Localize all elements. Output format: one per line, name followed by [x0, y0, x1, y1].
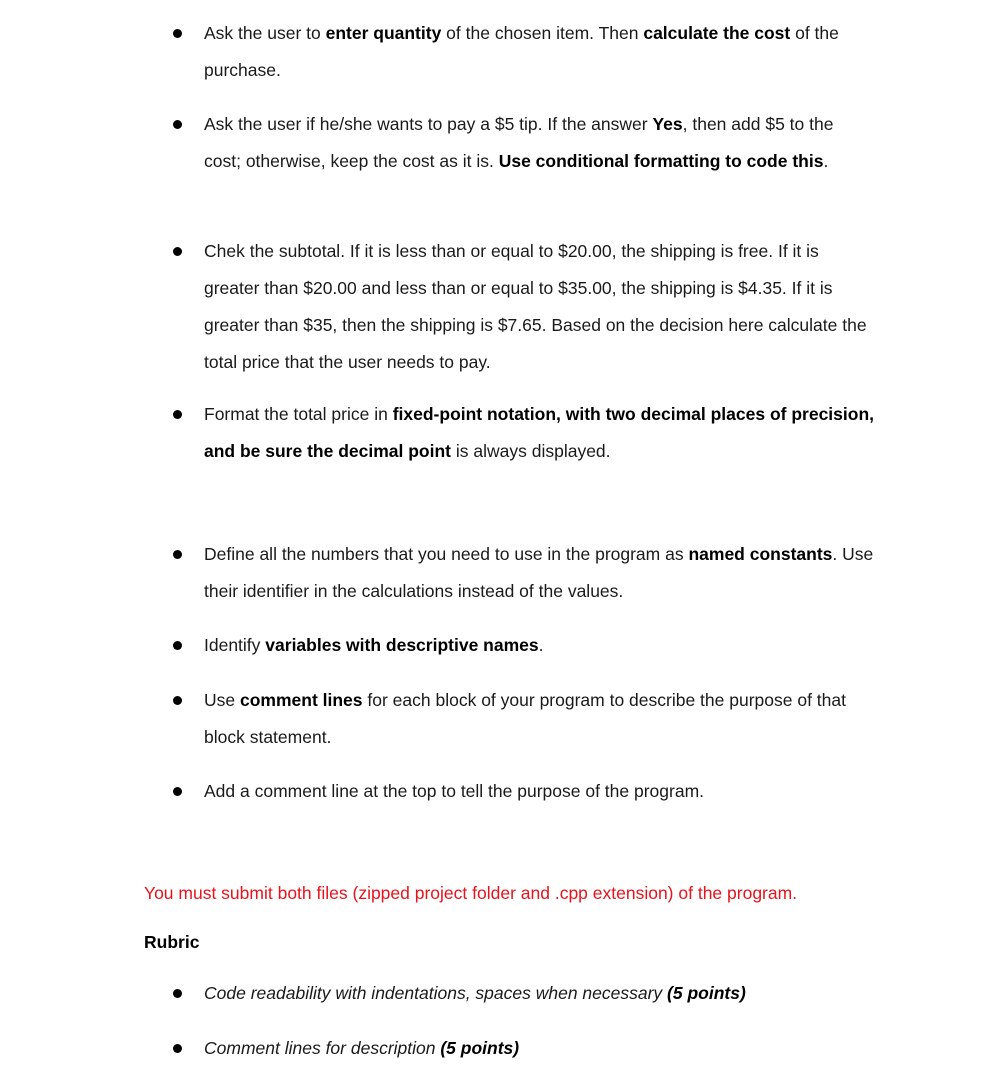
bullet-text — [204, 682, 874, 756]
body-text: for each block of your program to describe the purpose of that block statement. — [204, 690, 846, 747]
body-text: Code readability with indentations, spaces when necessary — [204, 983, 668, 1003]
bullet-icon — [173, 696, 182, 705]
body-text: Identify — [204, 635, 266, 655]
bullet-text — [204, 773, 874, 810]
bullet-text — [204, 233, 874, 381]
body-text: . Use their identifier in the calculations instead of the values. — [204, 544, 874, 601]
emphasis-text: (5 points) — [440, 1038, 520, 1058]
bullet-icon — [173, 247, 182, 256]
bullet-text — [204, 627, 874, 664]
body-text: Comment lines for description — [204, 1038, 441, 1058]
emphasis-text: Use conditional formatting to code this — [498, 151, 824, 171]
bullet-text — [204, 106, 874, 180]
rubric-item-text — [204, 975, 874, 1012]
body-text: Chek the subtotal. If it is less than or equal to $20.00, the shipping is free. If it is greater than $20.00 and less than or equal to $35.00, the shipping is $4.35. If it is greater than $35, then the shipping is $7.65. Based on the decision here calculate the total price that the user needs to pay. — [204, 241, 867, 372]
body-text: Format the total price in — [204, 404, 393, 424]
emphasis-text: variables with descriptive names — [265, 635, 539, 655]
bullet-icon — [173, 787, 182, 796]
body-text: is always displayed. — [451, 441, 611, 461]
bullet-icon — [173, 641, 182, 650]
body-text: of the purchase. — [204, 23, 839, 80]
body-text: , then add $5 to the cost; otherwise, keep the cost as it is. — [204, 114, 834, 171]
bullet-icon — [173, 29, 182, 38]
emphasis-text: fixed-point notation, with two decimal places of precision, and be sure the decimal point — [204, 404, 874, 461]
bullet-text — [204, 15, 874, 89]
emphasis-text: Yes — [652, 114, 683, 134]
body-text: . — [538, 635, 544, 655]
rubric-item-text — [204, 1030, 874, 1067]
body-text: Ask the user to — [204, 23, 326, 43]
rubric-heading: Rubric — [144, 932, 200, 952]
bullet-text — [204, 396, 874, 470]
emphasis-text: comment lines — [239, 690, 363, 710]
emphasis-text: named constants — [688, 544, 833, 564]
emphasis-text: enter quantity — [325, 23, 442, 43]
body-text: Ask the user if he/she wants to pay a $5 tip. If the answer — [204, 114, 653, 134]
body-text: Use — [204, 690, 240, 710]
bullet-icon — [173, 120, 182, 129]
body-text: of the chosen item. Then — [441, 23, 644, 43]
emphasis-text: (5 points) — [667, 983, 746, 1003]
bullet-icon — [173, 1044, 182, 1053]
submission-notice: You must submit both files (zipped project folder and .cpp extension) of the program. — [144, 883, 798, 903]
emphasis-text: calculate the cost — [643, 23, 791, 43]
bullet-icon — [173, 410, 182, 419]
body-text: Add a comment line at the top to tell the purpose of the program. — [204, 781, 705, 801]
bullet-text — [204, 536, 874, 610]
bullet-icon — [173, 550, 182, 559]
bullet-icon — [173, 989, 182, 998]
body-text: . — [823, 151, 829, 171]
body-text: Define all the numbers that you need to use in the program as — [204, 544, 689, 564]
